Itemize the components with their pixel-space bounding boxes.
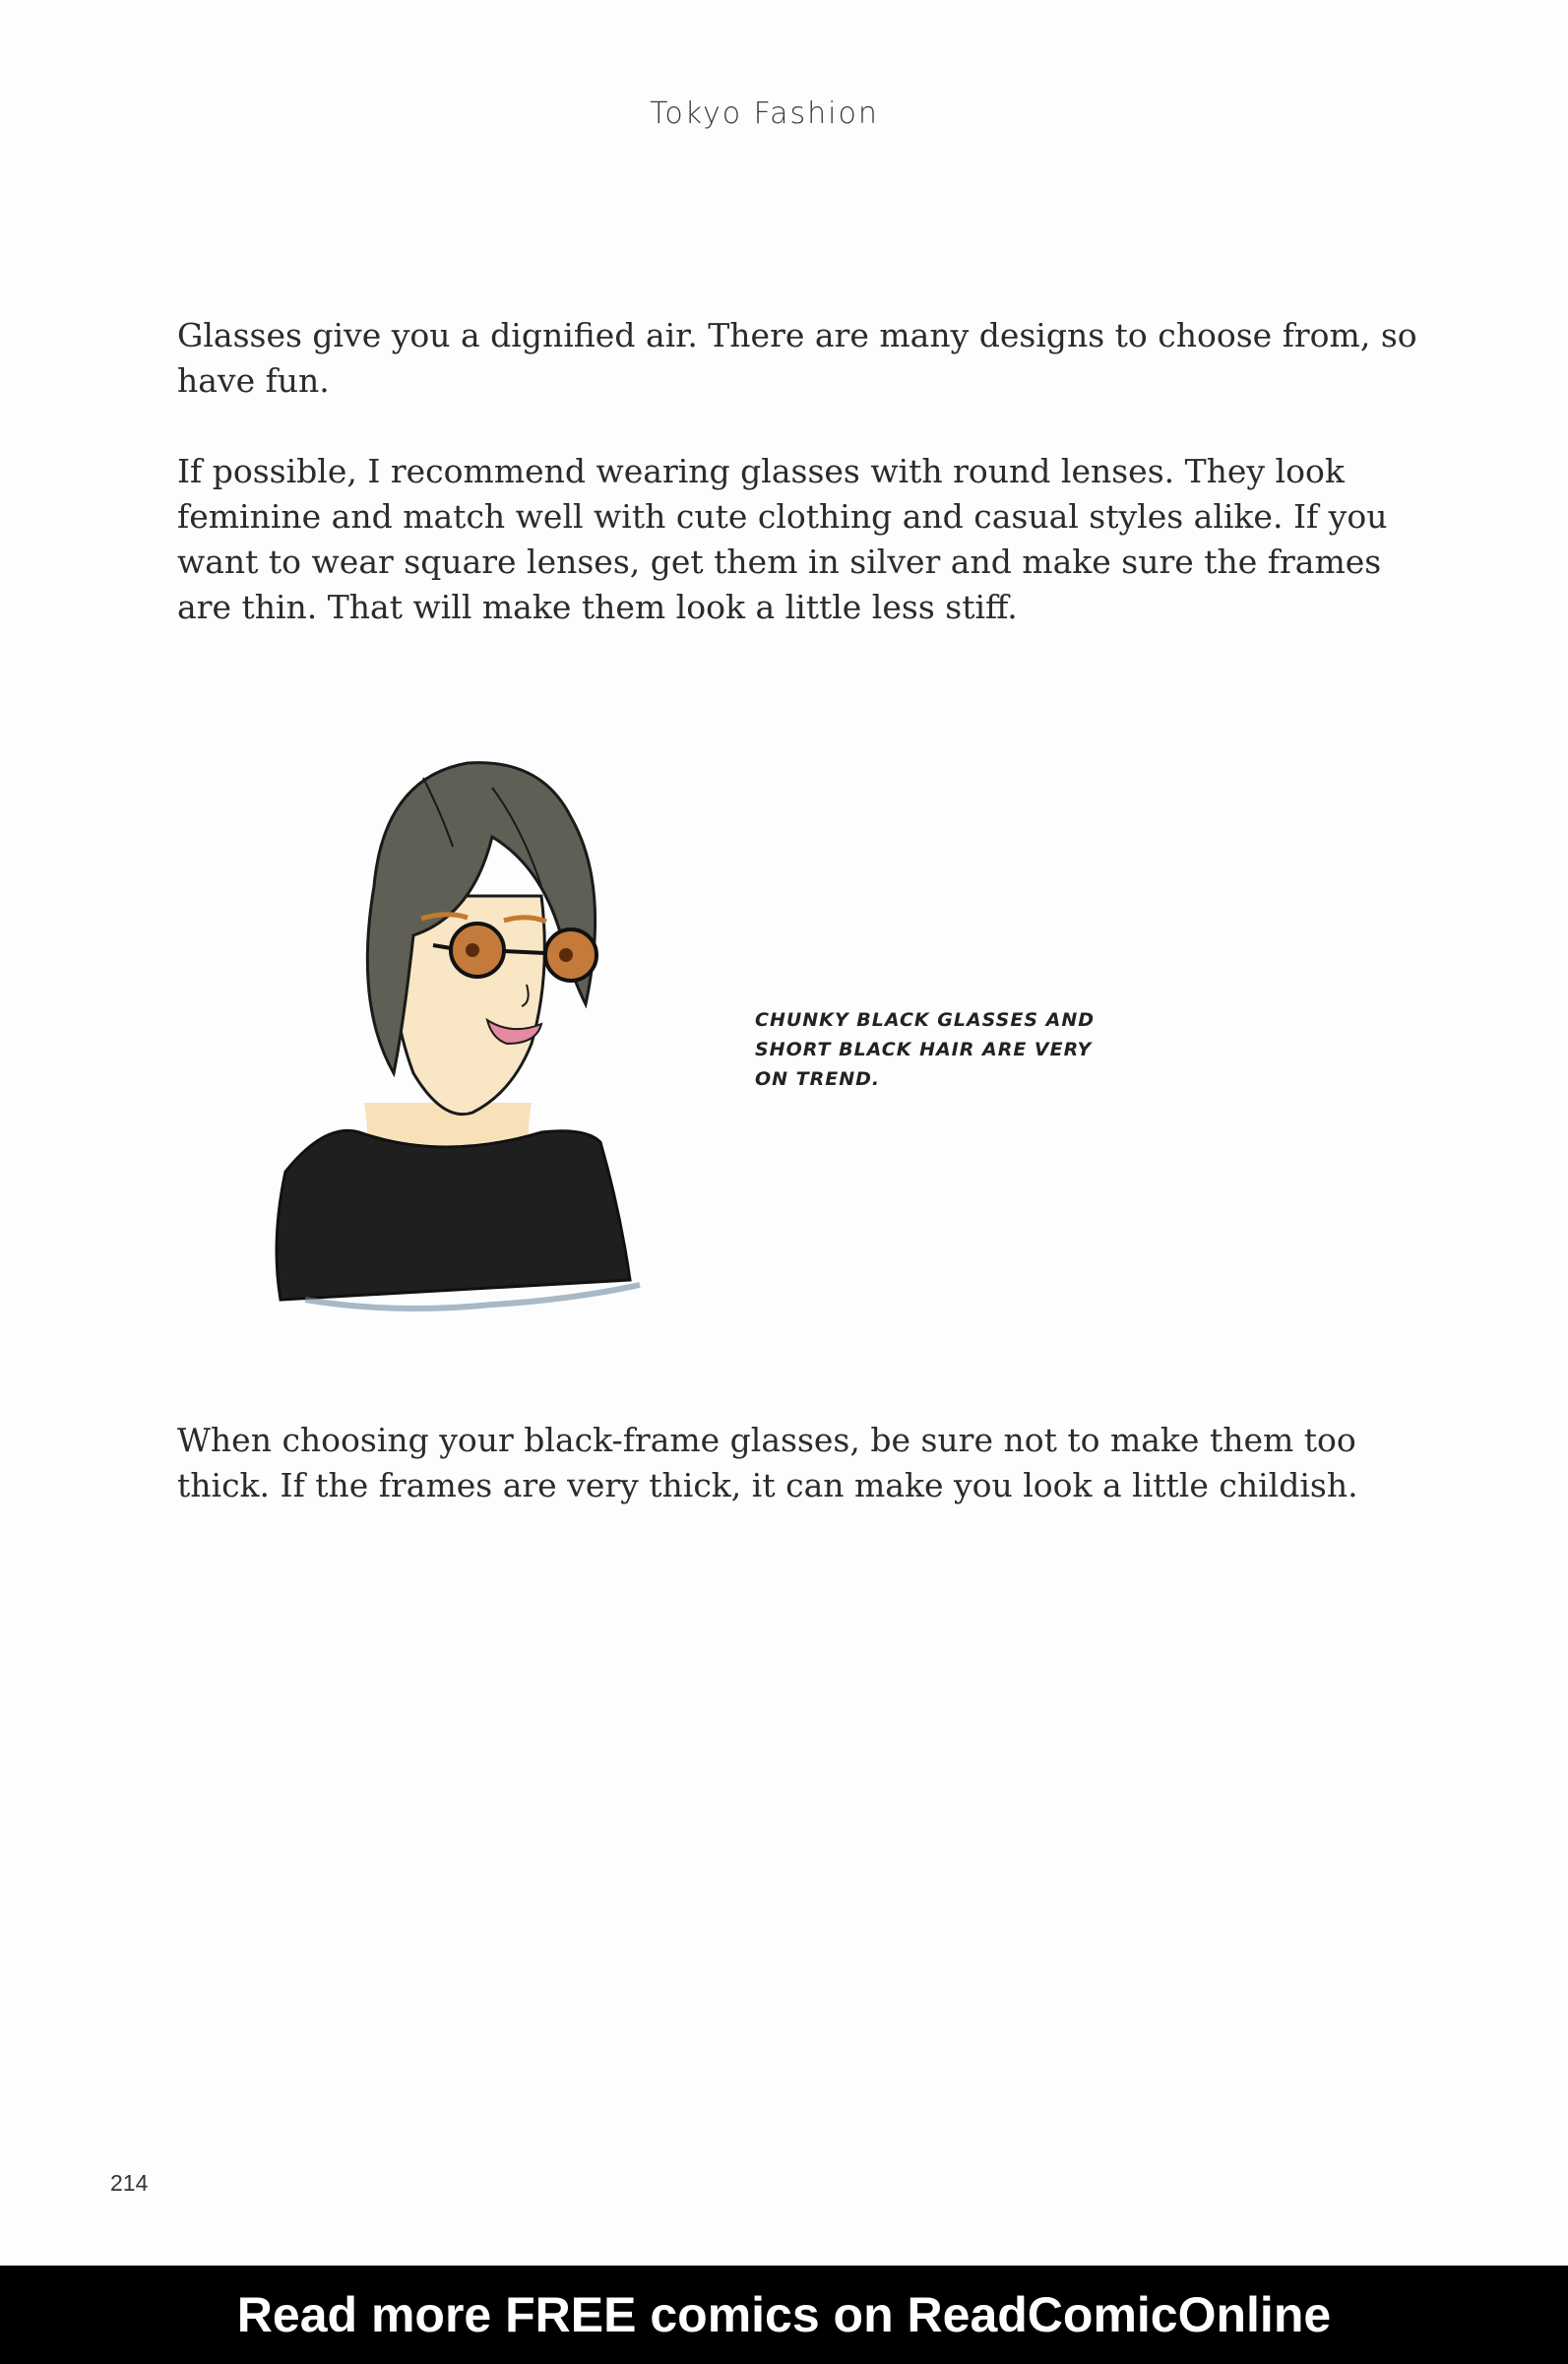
running-title: Tokyo Fashion bbox=[650, 96, 879, 131]
promo-banner-link[interactable]: Read more FREE comics on ReadComicOnline bbox=[236, 2287, 1332, 2342]
paragraph-intro: Glasses give you a dignified air. There are many designs to choose from, so have fun. bbox=[177, 316, 1417, 400]
promo-banner[interactable] bbox=[0, 2266, 1568, 2364]
page-number: 214 bbox=[110, 2170, 149, 2196]
woman-with-glasses-illustration bbox=[246, 748, 758, 1319]
paragraph-round-lenses: If possible, I recommend wearing glasses with round lenses. They look feminine and match well with cute clothing and casual styles alike. If you want to wear square lenses, get them in silver and make sure the frames are thin. That will make them look a little less stiff. bbox=[177, 452, 1388, 626]
illustration-caption: CHUNKY BLACK GLASSES AND SHORT BLACK HAIR ARE VERY ON TREND. bbox=[755, 1009, 1096, 1090]
paragraph-black-frames: When choosing your black-frame glasses, be sure not to make them too thick. If the frames are very thick, it can make you look a little childish. bbox=[177, 1421, 1358, 1504]
